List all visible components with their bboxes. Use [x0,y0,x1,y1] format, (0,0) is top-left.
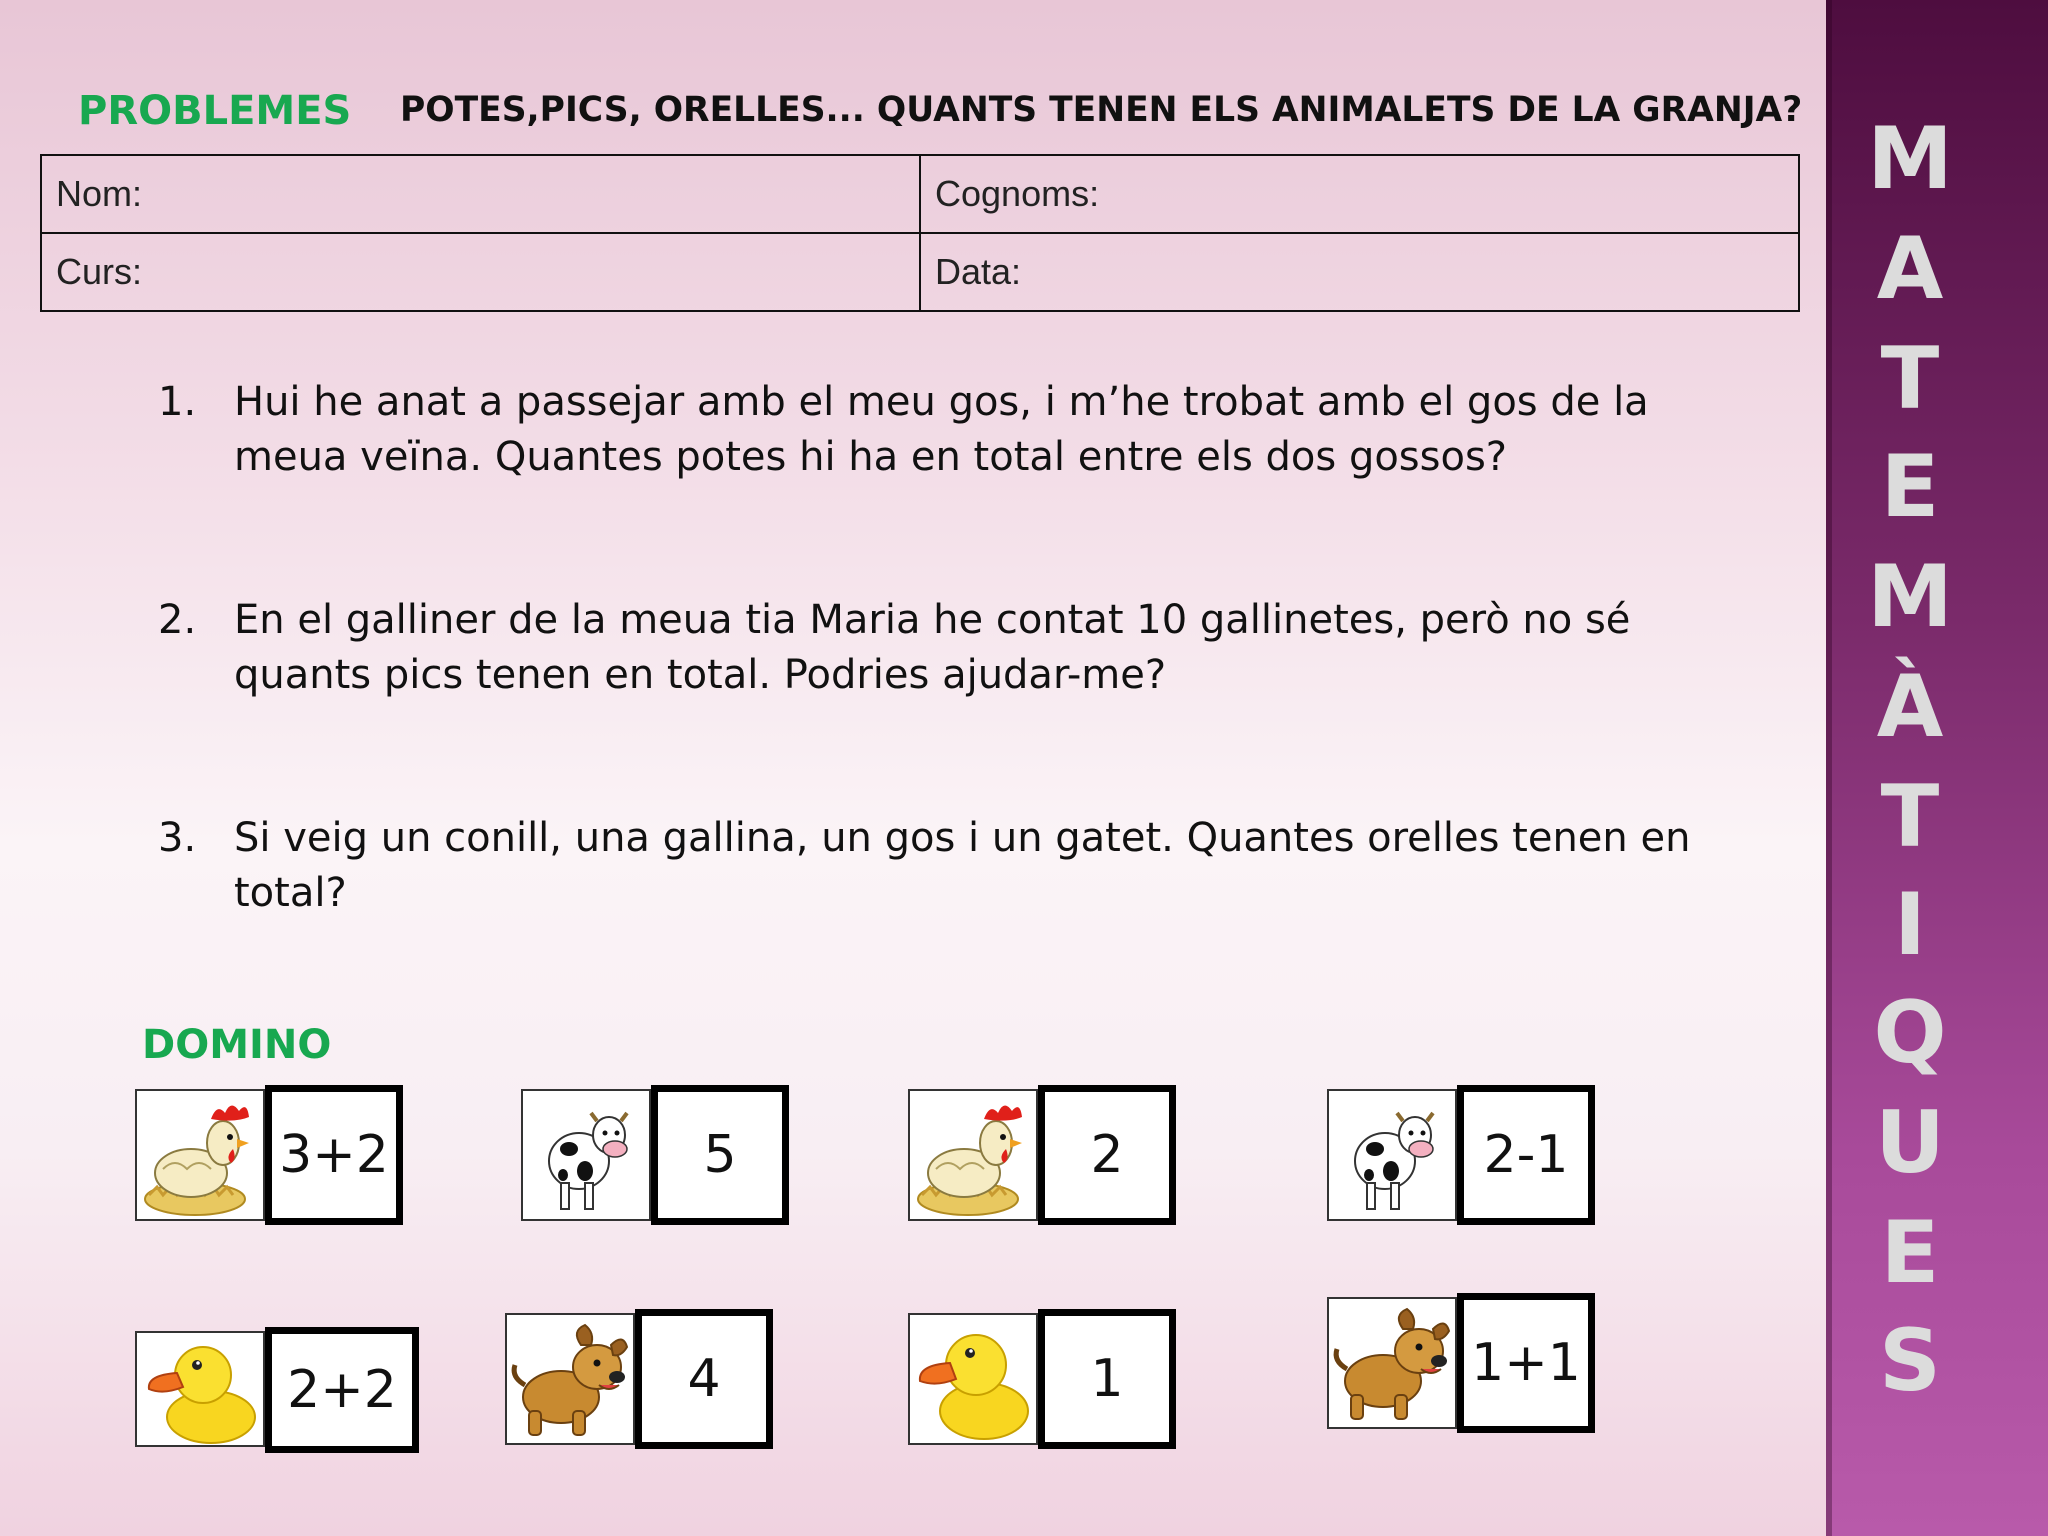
nom-field[interactable]: Nom: [41,155,920,233]
vertical-letter: M [1867,547,1953,647]
duck-icon [908,1313,1038,1445]
domino-value: 4 [635,1309,773,1449]
problem-item [158,593,1758,703]
problem-number: 1. [158,379,197,425]
domino-value: 3+2 [265,1085,403,1225]
hen-icon [135,1089,265,1221]
student-info-table [40,154,1800,312]
domino-value: 1 [1038,1309,1176,1449]
duck-icon [135,1331,265,1447]
dog-icon [1327,1297,1457,1429]
vertical-letter: U [1875,1093,1945,1193]
vertical-letter: E [1880,1203,1940,1303]
vertical-letter: I [1894,875,1926,975]
domino-value: 2 [1038,1085,1176,1225]
section-label: PROBLEMES [78,88,352,134]
dog-icon [505,1313,635,1445]
vertical-letter: E [1880,437,1940,537]
vertical-letter: T [1880,329,1940,429]
problem-text: Hui he anat a passejar amb el meu gos, i m’he trobat amb el gos de la meua veïna. Quantes potes hi ha en total entre els dos gossos? [234,379,1649,480]
vertical-letter: M [1867,109,1953,209]
problem-item [158,375,1758,485]
domino-value: 5 [651,1085,789,1225]
domino-value: 2-1 [1457,1085,1595,1225]
problem-number: 2. [158,597,197,643]
problem-text: En el galliner de la meua tia Maria he contat 10 gallinetes, però no sé quants pics tenen en total. Podries ajudar-me? [234,597,1631,698]
cow-icon [521,1089,651,1221]
table-row [41,155,1799,233]
domino-value: 1+1 [1457,1293,1595,1433]
hen-icon [908,1089,1038,1221]
problem-text: Si veig un conill, una gallina, un gos i un gatet. Quantes orelles tenen en total? [234,815,1691,916]
vertical-letter: S [1879,1311,1941,1411]
vertical-letter: Q [1873,983,1947,1083]
problem-number: 3. [158,815,197,861]
vertical-letter: T [1880,767,1940,867]
domino-value: 2+2 [265,1327,419,1453]
cognoms-field[interactable]: Cognoms: [920,155,1799,233]
vertical-letter: A [1876,219,1944,319]
domino-label: DOMINO [142,1022,332,1068]
problem-item [158,811,1758,921]
side-banner-edge [1826,0,1832,1536]
table-row [41,233,1799,311]
vertical-letter: À [1876,657,1944,757]
cow-icon [1327,1089,1457,1221]
data-field[interactable]: Data: [920,233,1799,311]
page-title: POTES,PICS, ORELLES... QUANTS TENEN ELS ANIMALETS DE LA GRANJA? [400,90,1803,130]
curs-field[interactable]: Curs: [41,233,920,311]
